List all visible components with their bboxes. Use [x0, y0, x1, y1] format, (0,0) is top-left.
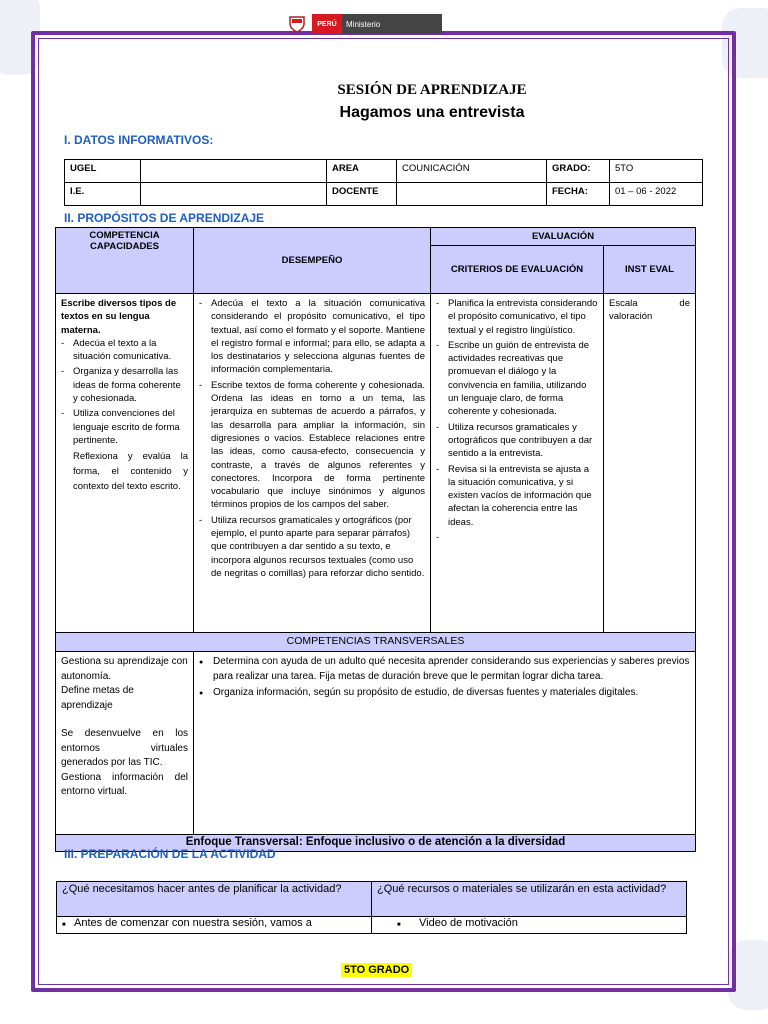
docente-value: [397, 183, 547, 206]
transversal-competencia-2: Se desenvuelve en los entornos virtuales generados por las TIC.: [61, 728, 188, 768]
criterios-header: CRITERIOS DE EVALUACIÓN: [431, 246, 604, 294]
transversal-gestiona: Gestiona información del entorno virtual.: [61, 771, 188, 797]
criterio-item: - Utiliza recursos gramaticales y ortográficos que contribuyen a dar sentido a la entrevista.: [436, 421, 598, 461]
capacidad-item: - Adecúa el texto a la situación comunicativa.: [61, 337, 188, 364]
grado-label: GRADO:: [547, 160, 610, 183]
grado-footer: 5TO GRADO: [341, 963, 412, 977]
area-label: AREA: [327, 160, 397, 183]
section-heading-datos: I. DATOS INFORMATIVOS:: [64, 133, 214, 147]
transversal-competencia-1: Gestiona su aprendizaje con autonomía.: [61, 656, 188, 682]
inst-eval-header: INST EVAL: [604, 246, 696, 294]
respuesta-recursos: ■ Video de motivación: [397, 917, 681, 930]
transversales-left-cell: [56, 652, 194, 835]
criterio-item: - Planifica la entrevista considerando el propósito comunicativo, el tipo textual y el registro lingüístico.: [436, 297, 598, 337]
competencia-title: Escribe diversos tipos de textos en su lengua materna.: [61, 298, 177, 336]
capacidad-item: - Utiliza convenciones del lenguaje escrito de forma pertinente.: [61, 407, 188, 447]
ie-value: [141, 183, 327, 206]
criterio-item: - Revisa si la entrevista se ajusta a la situación comunicativa, y si existen vacíos de información que afectan la coherencia entre las ideas.: [436, 463, 598, 529]
desempeno-item: - Utiliza recursos gramaticales y ortográficos (por ejemplo, el punto aparte para separar párrafos) que contribuyen a dar sentido a su texto, e incorpora algunos recursos textuales (como uso de negritas o comillas) para reforzar dicho sentido.: [199, 514, 425, 580]
criterios-cell: [431, 294, 604, 633]
respuesta-recursos-cell: [372, 917, 687, 934]
fecha-label: FECHA:: [547, 183, 610, 206]
propositos-table: [55, 227, 696, 852]
desempeno-cell: [194, 294, 431, 633]
pregunta-hacer: ¿Qué necesitamos hacer antes de planificar la actividad?: [57, 882, 372, 917]
pregunta-recursos: ¿Qué recursos o materiales se utilizarán en esta actividad?: [372, 882, 687, 917]
transversales-header: COMPETENCIAS TRANSVERSALES: [56, 633, 696, 652]
area-value: COUNICACIÓN: [397, 160, 547, 183]
transversal-metas: Define metas de aprendizaje: [61, 685, 134, 711]
respuesta-hacer: ■ Antes de comenzar con nuestra sesión, vamos a: [62, 917, 366, 930]
capacidades-header-label: CAPACIDADES: [90, 241, 159, 252]
enfoque-transversal: Enfoque Transversal: Enfoque inclusivo o de atención a la diversidad: [56, 835, 696, 852]
respuesta-hacer-cell: [57, 917, 372, 934]
peru-label: PERÚ: [312, 14, 342, 34]
docente-label: DOCENTE: [327, 183, 397, 206]
evaluacion-header: EVALUACIÓN: [431, 228, 696, 246]
preparacion-table: [56, 881, 687, 934]
section-heading-preparacion: III. PREPARACIÓN DE LA ACTIVIDAD: [64, 847, 276, 861]
capacidad-item: - Organiza y desarrolla las ideas de forma coherente y cohesionada.: [61, 365, 188, 405]
instrumento-cell: Escala de valoración: [604, 294, 696, 633]
transversal-item: ● Organiza información, según su propósito de estudio, de diversas fuentes y materiales digitales.: [199, 686, 690, 701]
page-title: SESIÓN DE APRENDIZAJE: [337, 82, 527, 98]
desempeno-header: DESEMPEÑO: [194, 228, 431, 294]
ministry-logo: [282, 12, 442, 36]
competencia-header-label: COMPETENCIA: [89, 230, 160, 241]
page-subtitle: Hagamos una entrevista: [339, 104, 525, 121]
transversales-right-cell: [194, 652, 696, 835]
desempeno-item: - Adecúa el texto a la situación comunicativa considerando el propósito comunicativo, el tipo textual, así como el formato y el soporte. Mantiene el registro formal e informal; para ello, se adapta a los destinatarios y selecciona algunas fuentes de información complementaria.: [199, 297, 425, 377]
criterio-item: - Escribe un guión de entrevista de actividades recreativas que promuevan el diálogo y la convivencia en familia, utilizando un lenguaje claro, de forma coherente y cohesionada.: [436, 339, 598, 419]
competencia-header: [56, 228, 194, 294]
desempeno-item: - Escribe textos de forma coherente y cohesionada. Ordena las ideas en torno a un tema, las jerarquiza en subtemas de acuerdo a párrafos, y las desarrolla para ampliar la información, sin digresiones o vacíos. Establece relaciones entre las ideas, como causa-efecto, consecuencia y contraste, a través de algunos referentes y conectores. Incorpora de forma pertinente vocabulario que incluye sinónimos y algunos términos propios de los campos del saber.: [199, 379, 425, 512]
capacidad-extra: Reflexiona y evalúa la forma, el contenido y contexto del texto escrito.: [73, 451, 188, 493]
section-heading-propositos: II. PROPÓSITOS DE APRENDIZAJE: [64, 211, 265, 225]
ugel-label: UGEL: [65, 160, 141, 183]
datos-table: [64, 159, 703, 206]
ministerio-label: Ministerio: [342, 14, 442, 34]
grado-value: 5TO: [610, 160, 703, 183]
competencia-cell: [56, 294, 194, 633]
ugel-value: [141, 160, 327, 183]
ie-label: I.E.: [65, 183, 141, 206]
transversal-item: ● Determina con ayuda de un adulto qué necesita aprender considerando sus experiencias y saberes previos para realizar una tarea. Fija metas de duración breve que le permitan lograr dicha tarea.: [199, 655, 690, 684]
coat-of-arms-icon: [282, 12, 312, 36]
fecha-value: 01 – 06 - 2022: [610, 183, 703, 206]
